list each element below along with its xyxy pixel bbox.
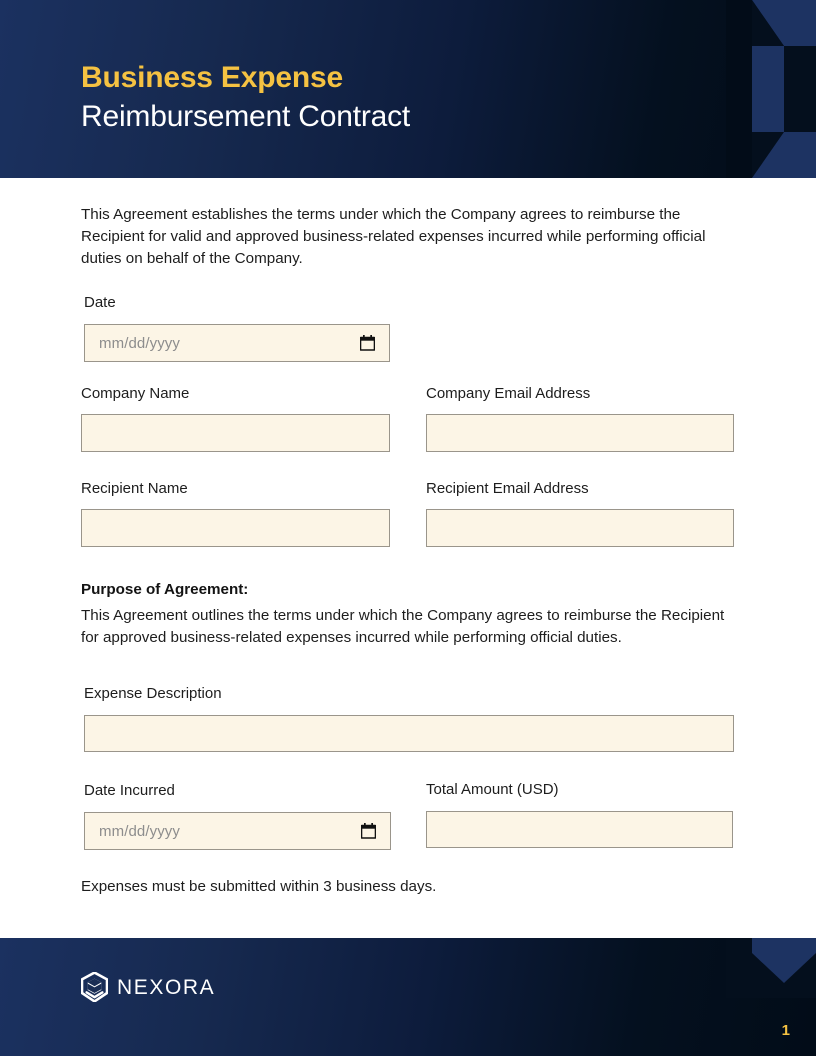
field-group-date-incurred (84, 783, 391, 850)
field-group-company-email (426, 386, 734, 452)
date-input[interactable] (84, 324, 390, 362)
intro-paragraph: This Agreement establishes the terms under which the Company agrees to reimburse the Recipient for valid and approved business-related expenses incurred while performing official duties on behalf of the Company. (81, 206, 706, 267)
recipient-name-label: Recipient Name (81, 480, 188, 497)
company-name-input[interactable] (81, 414, 390, 452)
page-number: 1 (781, 1022, 790, 1039)
page-title-primary: Business Expense (81, 61, 343, 94)
date-incurred-placeholder-text: mm/dd/yyyy (99, 822, 181, 840)
recipient-name-input[interactable] (81, 509, 390, 547)
field-group-total-amount (426, 782, 733, 848)
recipient-email-label: Recipient Email Address (426, 480, 589, 497)
hexagon-cube-logo-icon (81, 972, 108, 1002)
field-group-recipient-name (81, 481, 390, 547)
field-group-date (84, 295, 390, 362)
brand-logo (81, 972, 215, 1002)
hexagon-chevron-pattern-icon (726, 938, 816, 998)
date-incurred-label: Date Incurred (84, 782, 175, 799)
total-amount-input[interactable] (426, 811, 733, 848)
field-group-recipient-email (426, 481, 734, 547)
document-header (0, 0, 816, 178)
purpose-heading: Purpose of Agreement: (81, 581, 249, 598)
date-label: Date (84, 294, 116, 311)
field-group-expense-description (84, 686, 734, 752)
document-footer (0, 938, 816, 1056)
company-email-label: Company Email Address (426, 385, 591, 402)
page-title-secondary: Reimbursement Contract (81, 99, 411, 133)
recipient-email-input[interactable] (426, 509, 734, 547)
date-incurred-input[interactable] (84, 812, 391, 850)
total-amount-label: Total Amount (USD) (426, 781, 559, 798)
expense-description-input[interactable] (84, 715, 734, 752)
calendar-icon[interactable] (360, 335, 375, 351)
expense-description-label: Expense Description (84, 685, 222, 702)
brand-name-text: NEXORA (117, 975, 216, 999)
submission-note: Expenses must be submitted within 3 business days. (81, 878, 437, 895)
date-placeholder-text: mm/dd/yyyy (99, 334, 181, 352)
header-title-block (81, 60, 410, 136)
purpose-paragraph: This Agreement outlines the terms under which the Company agrees to reimburse the Recipient for approved business-related expenses incurred while performing official duties. (81, 607, 725, 646)
hexagon-bowtie-pattern-icon (726, 0, 816, 178)
company-email-input[interactable] (426, 414, 734, 452)
company-name-label: Company Name (81, 385, 190, 402)
field-group-company-name (81, 386, 390, 452)
calendar-icon[interactable] (361, 823, 376, 839)
